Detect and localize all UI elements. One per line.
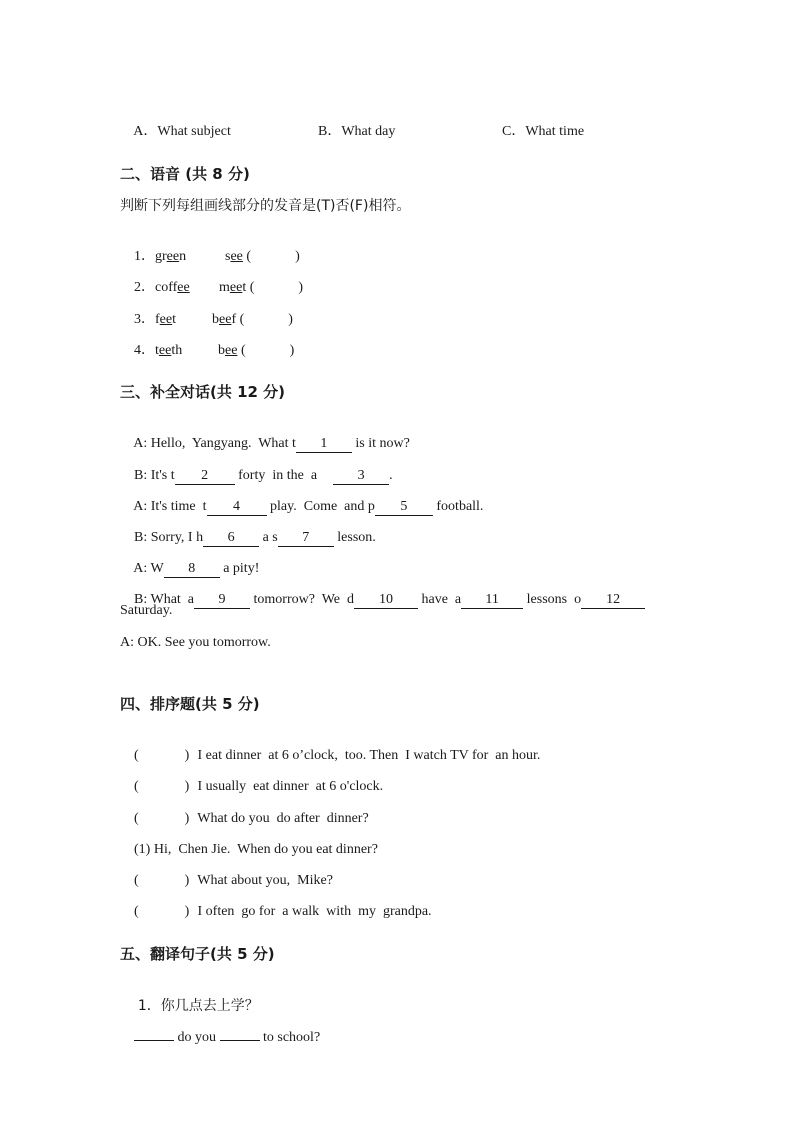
answer-paren-close: )	[288, 312, 293, 327]
translation-answer-1: do you to school?	[120, 1008, 320, 1068]
word-2: bee	[218, 343, 238, 358]
dialogue-line-8: A: OK. See you tomorrow.	[120, 635, 271, 650]
word-2: see	[225, 249, 243, 264]
order-answer-box[interactable]: ( )	[134, 873, 190, 888]
dialogue-line-1: A: Hello, Yangyang. What t 1 is it now?	[133, 436, 410, 451]
blank-10[interactable]: 10	[354, 592, 418, 609]
translation-blank-1[interactable]	[134, 1040, 174, 1041]
word-2: beef	[212, 312, 237, 327]
option-b	[304, 102, 395, 162]
dialogue-line-2: B: It's t 2 forty in the a 3 .	[134, 468, 393, 483]
ordering-item: ( ) I eat dinner at 6 o’clock, too. Then I watch TV for an hour.	[120, 726, 540, 786]
option-text: What time	[525, 124, 585, 139]
option-letter: B．	[318, 124, 342, 139]
section-2-title: 二、语音 (共 8 分)	[120, 165, 250, 183]
answer-paren-open: (	[240, 343, 246, 358]
ordering-item: ( ) What do you do after dinner?	[120, 789, 369, 849]
dialogue-line-7: Saturday.	[120, 603, 173, 618]
question-text: 你几点去上学？	[160, 998, 259, 1014]
blank-3[interactable]: 3	[333, 468, 389, 485]
blank-1[interactable]: 1	[296, 436, 352, 453]
section-4-title: 四、排序题(共 5 分)	[120, 695, 260, 713]
option-letter: C．	[502, 124, 526, 139]
section-5-title: 五、翻译句子(共 5 分)	[120, 945, 275, 963]
ordering-item: ( ) What about you, Mike?	[120, 851, 333, 911]
item-number: 2．	[134, 280, 155, 295]
dialogue-line-3: A: It's time t 4 play. Come and p 5 football.	[133, 499, 484, 514]
order-answer-box[interactable]: ( )	[134, 748, 190, 763]
question-number: 1．	[137, 998, 161, 1014]
dialogue-line-6: B: What a 9 tomorrow? We d 10 have a 11 lessons o 12	[120, 570, 645, 630]
dialogue-line-5: A: W 8 a pity!	[133, 561, 260, 576]
option-text: What subject	[157, 124, 231, 139]
item-number: 4．	[134, 343, 155, 358]
blank-8[interactable]: 8	[164, 561, 220, 578]
ordering-item-given: (1) Hi, Chen Jie. When do you eat dinner?	[134, 842, 378, 857]
option-text: What day	[341, 124, 396, 139]
answer-paren-close: )	[298, 280, 304, 295]
item-number: 1．	[134, 249, 155, 264]
order-answer-box[interactable]: ( )	[134, 904, 190, 919]
order-given-number: (1)	[134, 842, 151, 857]
ordering-item: ( ) I often go for a walk with my grandpa.	[120, 882, 432, 942]
answer-paren-open: (	[249, 280, 255, 295]
word-1: coffee	[155, 280, 190, 295]
dialogue-line-4: B: Sorry, I h 6 a s 7 lesson.	[134, 530, 376, 545]
section-2-instruction: 判断下列每组画线部分的发音是(T)否(F)相符。	[120, 198, 411, 214]
answer-paren-close: )	[295, 249, 300, 264]
blank-9[interactable]: 9	[194, 592, 250, 609]
blank-11[interactable]: 11	[461, 592, 523, 609]
order-answer-box[interactable]: ( )	[134, 779, 190, 794]
phonics-item-4	[120, 321, 294, 381]
order-answer-box[interactable]: ( )	[134, 811, 190, 826]
word-1: green	[155, 249, 187, 264]
section-3-title: 三、补全对话(共 12 分)	[120, 383, 286, 401]
blank-7[interactable]: 7	[278, 530, 334, 547]
ordering-item: ( ) I usually eat dinner at 6 o'clock.	[120, 757, 383, 817]
word-1: teeth	[155, 343, 183, 358]
blank-12[interactable]: 12	[581, 592, 645, 609]
answer-paren-close: )	[289, 343, 295, 358]
answer-paren-open: (	[246, 249, 252, 264]
word-1: feet	[155, 312, 176, 327]
blank-4[interactable]: 4	[207, 499, 267, 516]
answer-paren-open: (	[239, 312, 245, 327]
blank-6[interactable]: 6	[203, 530, 259, 547]
option-letter: A．	[133, 124, 158, 139]
word-2: meet	[219, 280, 247, 295]
blank-5[interactable]: 5	[375, 499, 433, 516]
translation-blank-2[interactable]	[220, 1040, 260, 1041]
item-number: 3．	[134, 312, 155, 327]
option-a	[120, 102, 231, 162]
blank-2[interactable]: 2	[175, 468, 235, 485]
option-c	[488, 102, 584, 162]
